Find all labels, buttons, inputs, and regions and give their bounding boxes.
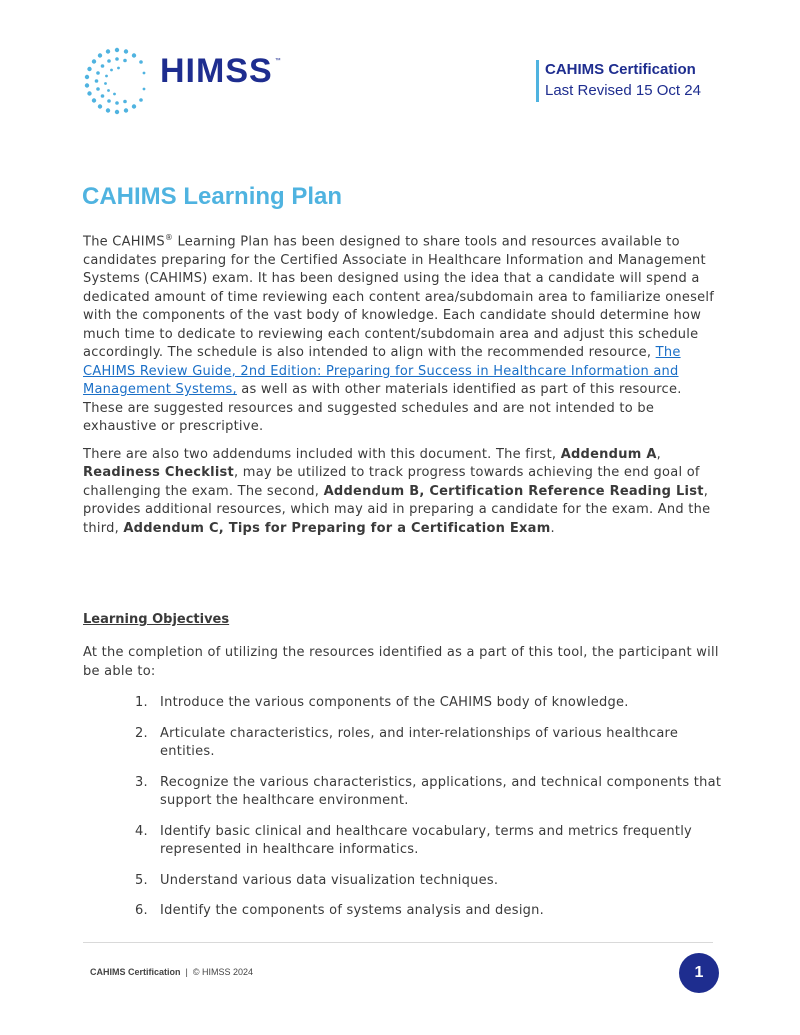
text-run: Learning Plan has been designed to share tools and resources available to candidates preparing for the Certified Associate in Healthcare Information and Management Systems (CAHIMS) exam. It has been designed using the idea that a candidate will spend a dedicated amount of time reviewing each content area/subdomain area to familiarize oneself with the components of the vast body of knowledge. Each candidate should determine how much time to dedicate to reviewing each content/subdomain area and adjust this schedule accordingly. The schedule is also intended to align with the recommended resource,: [83, 234, 715, 361]
footer-divider: [83, 942, 713, 943]
readiness-checklist: Readiness Checklist: [83, 465, 235, 481]
text-run: The CAHIMS: [83, 234, 165, 250]
learning-objectives-intro: At the completion of utilizing the resources identified as a part of this tool, the participant will be able to:: [83, 645, 719, 679]
list-item: [115, 872, 725, 891]
list-item: [115, 902, 725, 921]
list-item-text: Identify basic clinical and healthcare vocabulary, terms and metrics frequently represented in healthcare informatics.: [160, 823, 692, 857]
list-item-number: 4.: [135, 823, 148, 839]
himss-logo: [82, 46, 292, 116]
addendum-c: Addendum C, Tips for Preparing for a Certification Exam: [123, 520, 551, 536]
header-certification: CAHIMS Certification: [545, 61, 696, 78]
list-item-number: 6.: [135, 903, 148, 918]
footer: [90, 967, 253, 977]
addendum-b: Addendum B, Certification Reference Reading List: [323, 483, 704, 499]
list-item-text: Recognize the various characteristics, applications, and technical components that support the healthcare environment.: [160, 774, 722, 808]
list-item-text: Identify the components of systems analysis and design.: [160, 903, 545, 918]
list-item-number: 1.: [135, 695, 148, 710]
text-run: , may be utilized to track progress towards achieving the end goal of challenging the exam. The second,: [83, 465, 700, 499]
list-item-text: Understand various data visualization techniques.: [160, 872, 499, 888]
text-run: .: [550, 520, 555, 536]
footer-copyright: © HIMSS 2024: [192, 967, 254, 977]
footer-separator: |: [185, 967, 188, 977]
logo-wordmark: HIMSS: [160, 52, 273, 90]
himss-dot-swirl-icon: [82, 46, 152, 116]
text-run: as well as with other materials identified as part of this resource. These are suggested resources and suggested schedules and are not intended to be exhaustive or prescriptive.: [83, 382, 682, 435]
footer-label: CAHIMS Certification: [90, 967, 181, 977]
text-run: ,: [656, 446, 662, 462]
page-title: CAHIMS Learning Plan: [82, 183, 343, 210]
intro-paragraph-2: [83, 446, 723, 539]
addendum-a: Addendum A: [560, 446, 657, 462]
header-revised-date: Last Revised 15 Oct 24: [545, 82, 701, 99]
intro-paragraph-1: [83, 229, 723, 437]
list-item: [115, 694, 725, 713]
list-item: [115, 725, 725, 762]
page-number-badge: 1: [679, 953, 719, 993]
registered-mark: ®: [164, 233, 174, 242]
list-item-number: 5.: [135, 872, 148, 888]
list-item-number: 3.: [135, 774, 148, 790]
list-item-number: 2.: [135, 725, 148, 741]
learning-objectives-list: [115, 694, 725, 933]
text-run: There are also two addendums included with this document. The first,: [83, 446, 561, 462]
review-guide-link[interactable]: The CAHIMS Review Guide, 2nd Edition: Preparing for Success in Healthcare Information and Management Systems,: [83, 345, 681, 398]
header-cert-block: [536, 60, 701, 102]
learning-objectives-heading: Learning Objectives: [83, 612, 230, 627]
list-item-text: Articulate characteristics, roles, and inter-relationships of various healthcare entities.: [160, 725, 679, 759]
intro-body: [83, 229, 723, 547]
list-item-text: Introduce the various components of the CAHIMS body of knowledge.: [160, 695, 629, 710]
text-run: , provides additional resources, which may aid in preparing a candidate for the exam. And the third,: [83, 483, 711, 536]
trademark-mark: ™: [274, 58, 282, 64]
list-item: [115, 823, 725, 860]
list-item: [115, 774, 725, 811]
